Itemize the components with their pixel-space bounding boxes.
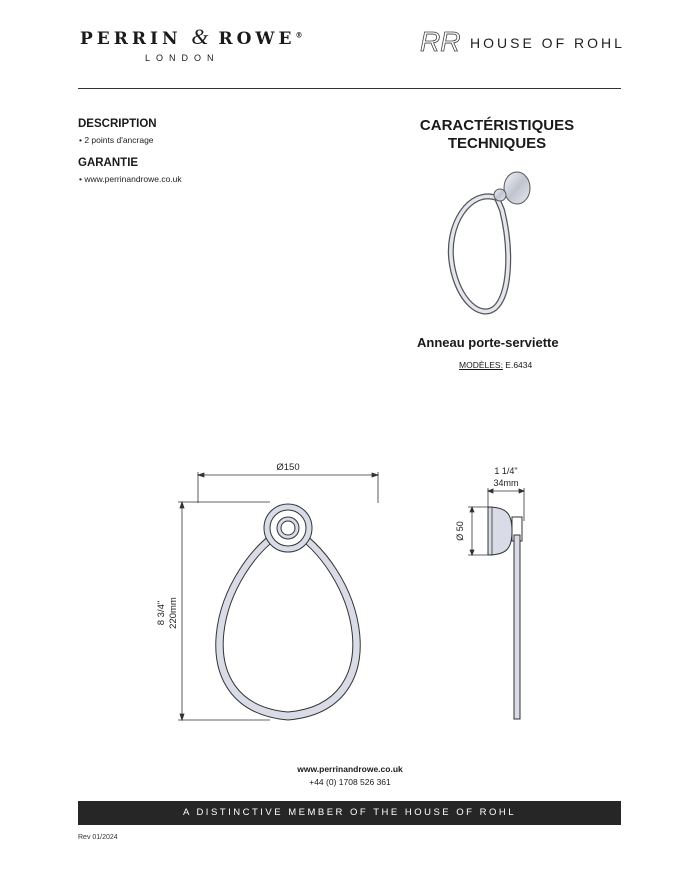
partner-name: HOUSE OF ROHL — [470, 35, 625, 51]
height-label-in: 8 3/4" — [156, 600, 167, 626]
registered-mark: ® — [295, 30, 303, 40]
brand-name-right: ROWE — [218, 29, 296, 49]
model-line — [459, 360, 532, 370]
footer-banner: A DISTINCTIVE MEMBER OF THE HOUSE OF ROHL — [78, 801, 621, 825]
diameter-label: Ø 50 — [455, 521, 465, 541]
spec-title-line2: TECHNIQUES — [447, 135, 547, 152]
footer-phone: +44 (0) 1708 526 361 — [309, 777, 391, 787]
description-item: • 2 points d'ancrage — [79, 135, 154, 145]
depth-label-mm: 34mm — [493, 478, 519, 488]
revision-label: Rev 01/2024 — [78, 834, 118, 841]
brand-ampersand: & — [191, 24, 209, 49]
technical-drawing — [150, 455, 550, 730]
front-view — [216, 504, 360, 720]
brand-name-left: PERRIN — [80, 29, 182, 49]
header-divider — [78, 88, 621, 89]
house-of-rohl-monogram-icon — [418, 24, 462, 58]
warranty-heading: GARANTIE — [78, 157, 139, 169]
side-view — [488, 507, 522, 719]
spec-title — [400, 117, 594, 153]
models-value: E.6434 — [502, 360, 533, 370]
width-label: Ø150 — [276, 462, 300, 473]
depth-label-in: 1 1/4" — [494, 466, 518, 476]
monogram-letters: RR — [420, 26, 461, 57]
product-name: Anneau porte-serviette — [417, 335, 559, 350]
models-label: MODÈLES: — [459, 360, 503, 370]
description-heading: DESCRIPTION — [78, 118, 157, 130]
warranty-link[interactable]: • www.perrinandrowe.co.uk — [79, 174, 182, 184]
spec-title-line1: CARACTÉRISTIQUES — [419, 117, 575, 134]
brand-logo — [80, 24, 302, 50]
product-image — [440, 170, 540, 330]
height-label-mm: 220mm — [168, 597, 179, 629]
brand-city: LONDON — [145, 53, 220, 63]
footer-website[interactable]: www.perrinandrowe.co.uk — [297, 764, 403, 774]
